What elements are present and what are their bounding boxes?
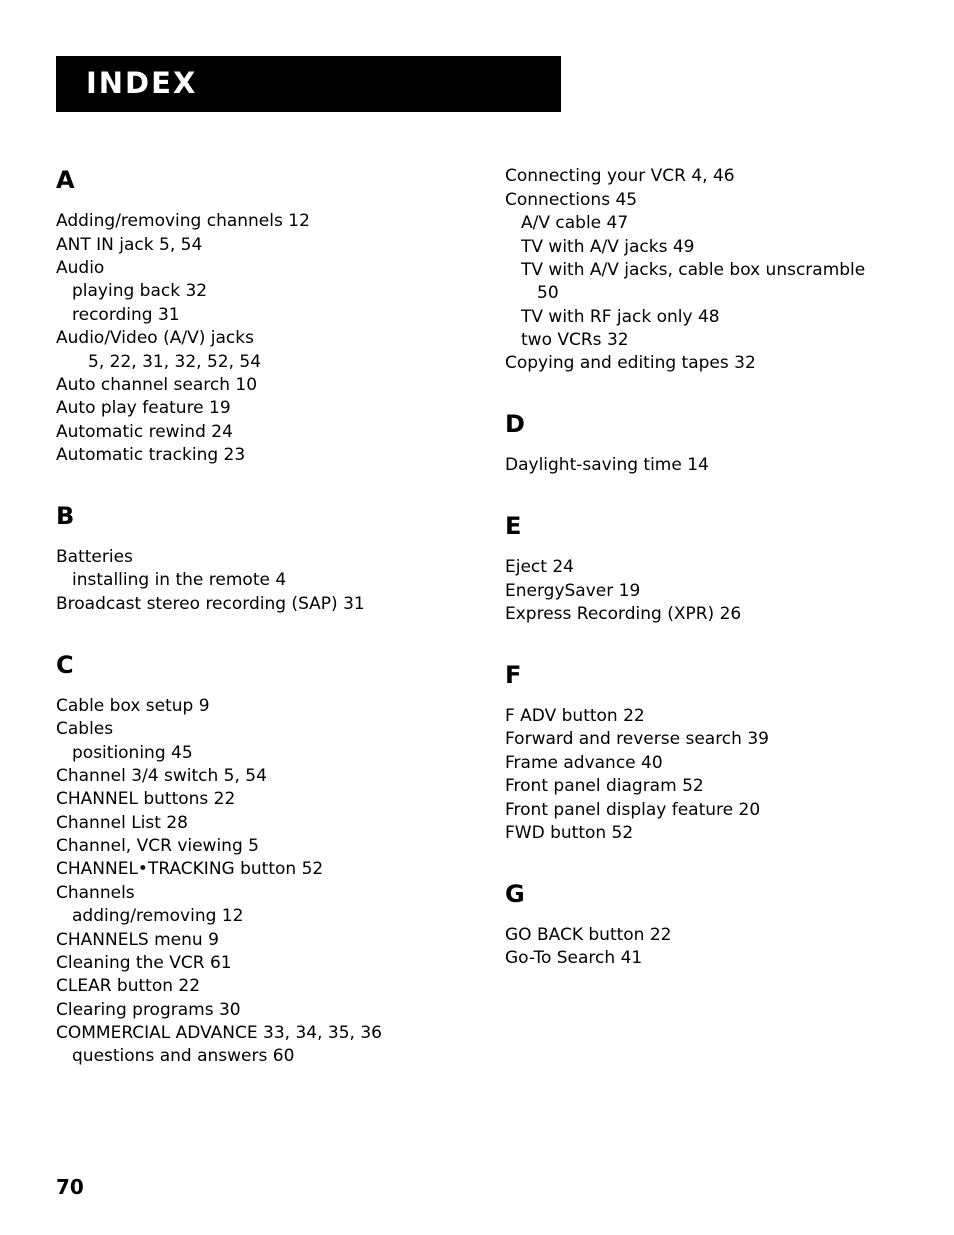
index-subentry: TV with A/V jacks 49	[521, 237, 695, 257]
index-entry: FWD button 52	[505, 823, 634, 843]
index-entry: Cable box setup 9	[56, 696, 210, 716]
section-letter-c: C	[56, 651, 74, 679]
index-subentry: TV with A/V jacks, cable box unscramble	[521, 260, 866, 280]
index-entry: Frame advance 40	[505, 753, 663, 773]
section-letter-f: F	[505, 661, 522, 689]
index-entry: Channels	[56, 883, 135, 903]
index-entry: Front panel display feature 20	[505, 800, 761, 820]
index-subentry: adding/removing 12	[72, 906, 244, 926]
index-subentry: A/V cable 47	[521, 213, 629, 233]
index-entry: Automatic tracking 23	[56, 445, 246, 465]
index-continuation: 50	[537, 283, 559, 303]
index-entry: CLEAR button 22	[56, 976, 201, 996]
section-letter-a: A	[56, 166, 75, 194]
index-entry: Channel 3/4 switch 5, 54	[56, 766, 267, 786]
index-entry: Daylight-saving time 14	[505, 455, 709, 475]
index-entry: Cleaning the VCR 61	[56, 953, 232, 973]
index-entry: CHANNELS menu 9	[56, 930, 219, 950]
page-number: 70	[56, 1175, 84, 1199]
index-entry: Channel List 28	[56, 813, 188, 833]
index-entry: Channel, VCR viewing 5	[56, 836, 259, 856]
index-subentry: TV with RF jack only 48	[521, 307, 720, 327]
index-entry: Front panel diagram 52	[505, 776, 704, 796]
index-entry: Clearing programs 30	[56, 1000, 241, 1020]
index-entry: COMMERCIAL ADVANCE 33, 34, 35, 36	[56, 1023, 382, 1043]
index-entry: Express Recording (XPR) 26	[505, 604, 742, 624]
index-entry: Copying and editing tapes 32	[505, 353, 756, 373]
index-entry: Auto channel search 10	[56, 375, 258, 395]
index-entry: Audio	[56, 258, 105, 278]
index-entry: Cables	[56, 719, 114, 739]
index-entry: Automatic rewind 24	[56, 422, 233, 442]
section-letter-e: E	[505, 512, 522, 540]
index-entry: F ADV button 22	[505, 706, 645, 726]
index-subentry: installing in the remote 4	[72, 570, 287, 590]
index-entry: EnergySaver 19	[505, 581, 641, 601]
index-entry: Broadcast stereo recording (SAP) 31	[56, 594, 365, 614]
index-subentry: playing back 32	[72, 281, 208, 301]
index-entry: Batteries	[56, 547, 133, 567]
section-letter-d: D	[505, 410, 525, 438]
index-entry: Connecting your VCR 4, 46	[505, 166, 735, 186]
index-entry: Connections 45	[505, 190, 638, 210]
header-bar	[56, 56, 561, 112]
page-title: INDEX	[86, 66, 198, 100]
index-entry: Auto play feature 19	[56, 398, 231, 418]
index-entry: Go-To Search 41	[505, 948, 643, 968]
index-entry: CHANNEL buttons 22	[56, 789, 236, 809]
index-entry: Audio/Video (A/V) jacks	[56, 328, 254, 348]
index-subentry: recording 31	[72, 305, 180, 325]
index-entry: ANT IN jack 5, 54	[56, 235, 203, 255]
section-letter-g: G	[505, 880, 525, 908]
index-entry: Eject 24	[505, 557, 574, 577]
index-continuation: 5, 22, 31, 32, 52, 54	[88, 352, 262, 372]
index-subentry: questions and answers 60	[72, 1046, 295, 1066]
section-letter-b: B	[56, 502, 75, 530]
index-entry: CHANNEL•TRACKING button 52	[56, 859, 324, 879]
index-entry: GO BACK button 22	[505, 925, 672, 945]
index-entry: Adding/removing channels 12	[56, 211, 310, 231]
index-subentry: positioning 45	[72, 743, 193, 763]
index-subentry: two VCRs 32	[521, 330, 629, 350]
index-entry: Forward and reverse search 39	[505, 729, 769, 749]
